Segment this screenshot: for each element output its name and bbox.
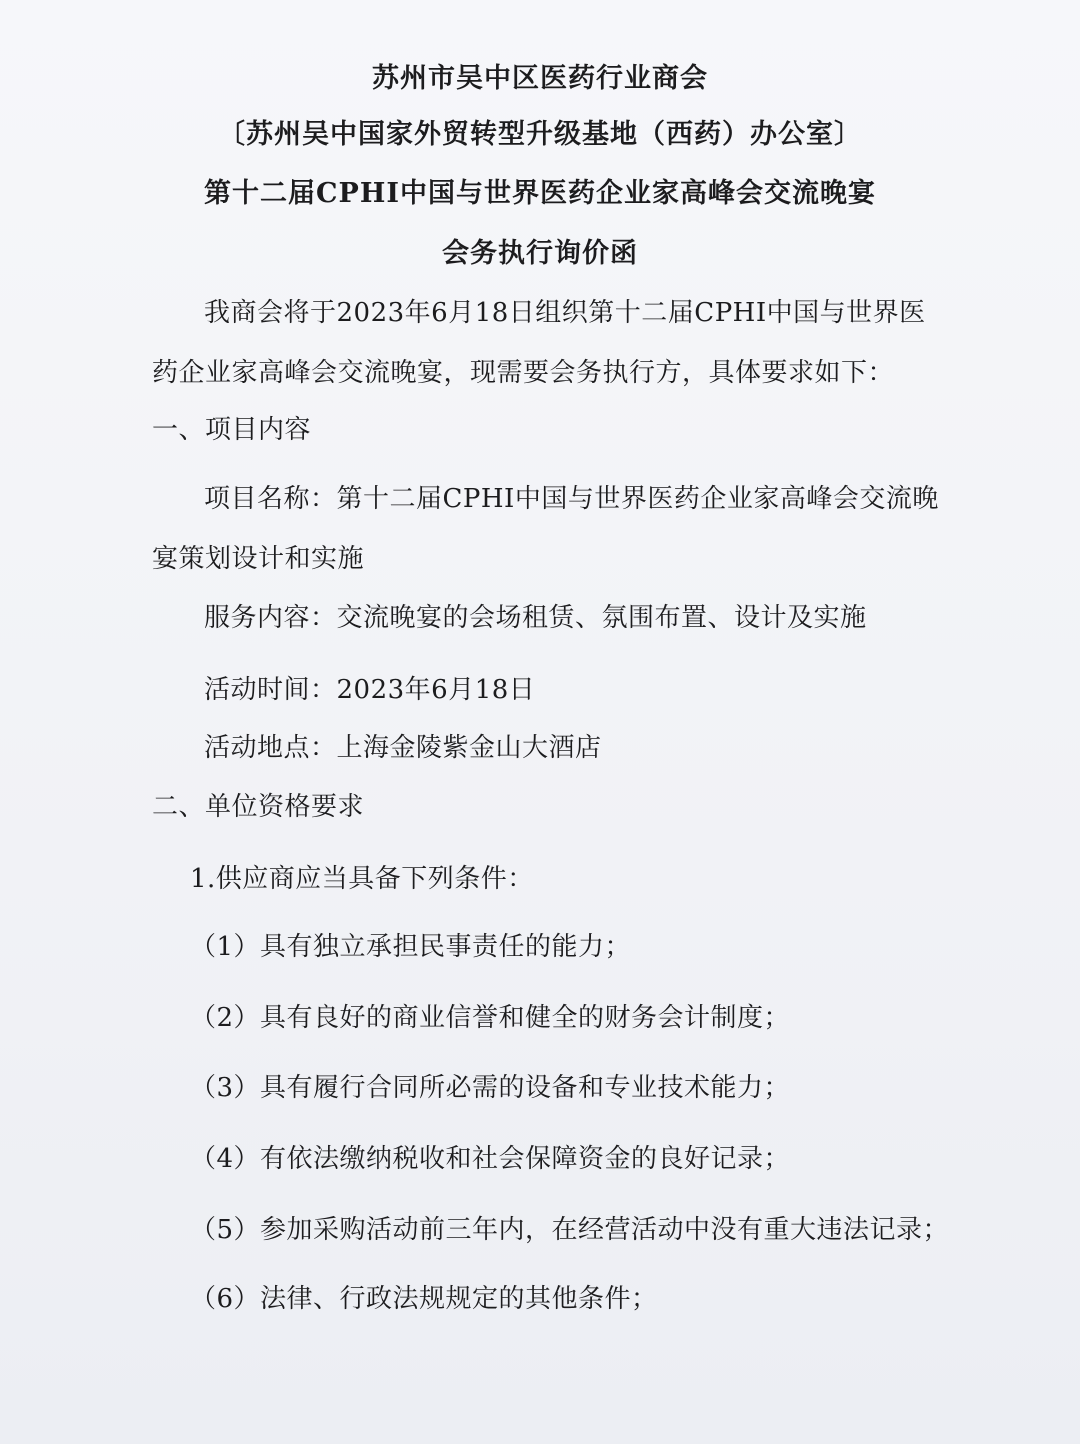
document-title-organization: 苏州市吴中区医药行业商会 [372,63,708,94]
list-item: （2）具有良好的商业信誉和健全的财务会计制度； [190,1003,791,1033]
service-content: 服务内容：交流晚宴的会场租赁、氛围布置、设计及实施 [204,603,867,633]
intro-paragraph-line: 药企业家高峰会交流晚宴，现需要会务执行方，具体要求如下： [152,358,895,388]
event-time: 活动时间：2023年6月18日 [204,675,536,705]
document-title-event: 第十二届CPHI中国与世界医药企业家高峰会交流晚宴 [204,178,876,209]
project-name-line: 项目名称：第十二届CPHI中国与世界医药企业家高峰会交流晚 [204,484,939,514]
list-item: （6）法律、行政法规规定的其他条件； [190,1284,658,1314]
list-item: （4）有依法缴纳税收和社会保障资金的良好记录； [190,1144,791,1174]
list-item: （1）具有独立承担民事责任的能力； [190,932,632,962]
section-heading-project-content: 一、项目内容 [152,415,312,445]
document-title-office: 〔苏州吴中国家外贸转型升级基地（西药）办公室〕 [218,119,862,150]
list-item: （3）具有履行合同所必需的设备和专业技术能力； [190,1073,791,1103]
event-location: 活动地点：上海金陵紫金山大酒店 [204,733,602,763]
project-name-line: 宴策划设计和实施 [152,544,365,574]
document-title-inquiry: 会务执行询价函 [442,238,638,269]
intro-paragraph-line: 我商会将于2023年6月18日组织第十二届CPHI中国与世界医 [204,298,926,328]
list-item: （5）参加采购活动前三年内，在经营活动中没有重大违法记录； [190,1215,950,1245]
section-heading-qualification: 二、单位资格要求 [152,792,365,822]
qualification-subheading: 1.供应商应当具备下列条件： [190,864,534,894]
